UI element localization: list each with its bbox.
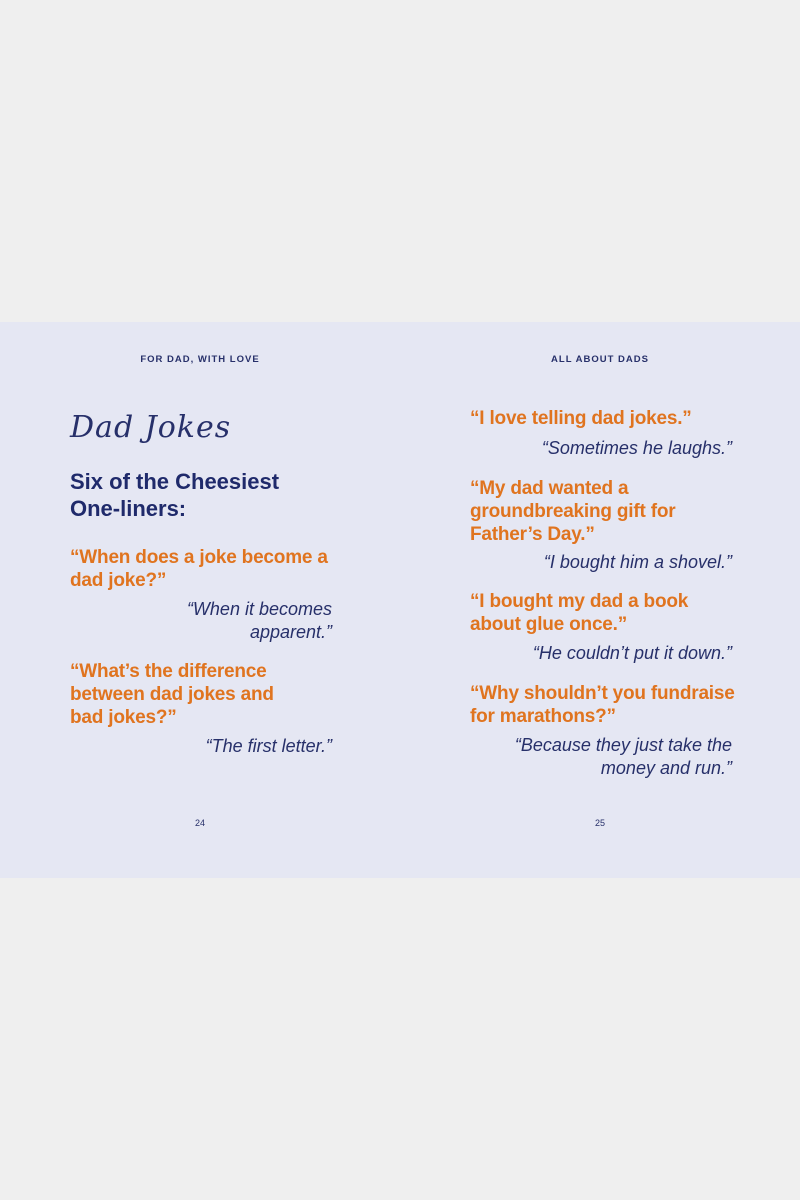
joke-answer: “Sometimes he laughs.” [541, 438, 732, 458]
joke-question: “When does a joke become a dad joke?” [70, 547, 328, 591]
page-number-left: 24 [194, 818, 205, 828]
book-spread [0, 322, 800, 878]
joke-answer: “I bought him a shovel.” [543, 552, 732, 572]
joke-question: “What’s the difference between dad jokes and bad jokes?” [70, 661, 274, 728]
joke-answer: “He couldn’t put it down.” [532, 643, 732, 663]
page-number-right: 25 [594, 818, 605, 828]
joke-question: “I bought my dad a book about glue once.” [470, 591, 689, 635]
page-heading: Six of the Cheesiest One-liners: [70, 469, 280, 521]
joke-answer: “Because they just take the money and run.” [514, 735, 732, 778]
script-title: Dad Jokes [70, 410, 232, 445]
joke-answer: “When it becomes apparent.” [186, 599, 332, 642]
joke-question: “Why shouldn’t you fundraise for marathons?” [470, 683, 735, 727]
joke-question: “My dad wanted a groundbreaking gift for Father’s Day.” [470, 478, 676, 545]
running-head-right: ALL ABOUT DADS [551, 354, 649, 365]
joke-answer: “The first letter.” [205, 736, 332, 756]
running-head-left: FOR DAD, WITH LOVE [140, 354, 260, 365]
joke-question: “I love telling dad jokes.” [470, 408, 692, 429]
